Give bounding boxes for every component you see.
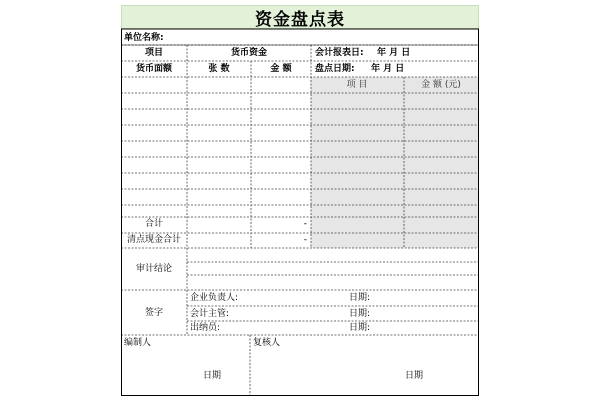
subtotal-label: 合计 [144, 219, 164, 229]
header-amount: 金 额 [270, 64, 292, 74]
audit-conclusion-label: 审计结论 [135, 264, 173, 274]
count-date-value: 年 月 日 [371, 64, 405, 74]
footer-date-left: 日期 [202, 371, 222, 381]
right-header-item: 项 目 [346, 80, 368, 90]
signature-label: 签字 [144, 308, 164, 318]
footer-preparer: 编制人 [124, 338, 152, 348]
header-denomination: 货币面额 [135, 64, 173, 74]
right-header-amount: 金 额 (元) [421, 80, 461, 90]
signature-date-manager: 日期: [349, 293, 371, 303]
signature-role-accountant: 会计主管: [190, 309, 230, 319]
unit-name-label: 单位名称: [124, 33, 164, 43]
cash-total-label: 清点现金合计 [126, 235, 182, 245]
footer-reviewer: 复核人 [253, 338, 281, 348]
footer-date-right: 日期 [404, 371, 424, 381]
table-grid [121, 5, 479, 396]
header-count: 张 数 [208, 64, 230, 74]
signature-role-manager: 企业负责人: [190, 293, 239, 303]
report-date-value: 年 月 日 [377, 48, 411, 58]
signature-date-accountant: 日期: [349, 309, 371, 319]
shaded-right-block [311, 77, 479, 248]
title-text: 资金盘点表 [255, 9, 345, 30]
report-date-label: 会计报表日: [315, 48, 364, 58]
fund-inventory-sheet [121, 5, 479, 396]
signature-date-cashier: 日期: [349, 323, 371, 333]
cash-total-value: - [303, 235, 307, 245]
header-item: 项目 [144, 48, 164, 58]
subtotal-value: - [303, 219, 307, 229]
signature-role-cashier: 出纳员: [190, 323, 221, 333]
count-date-label: 盘点日期: [315, 64, 355, 74]
header-monetary-funds: 货币资金 [230, 48, 268, 58]
